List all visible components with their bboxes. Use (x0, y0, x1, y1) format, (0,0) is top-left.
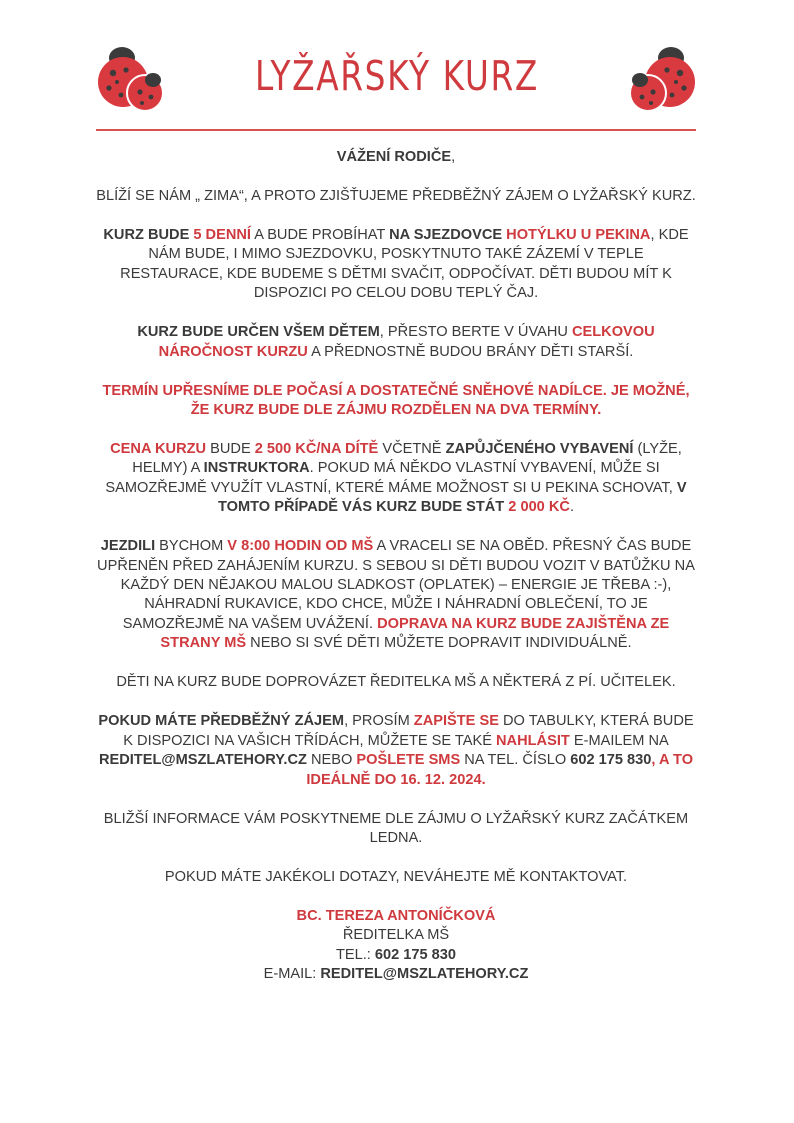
phone-number[interactable]: 602 175 830 (570, 752, 652, 769)
paragraph-supervision: DĚTI NA KURZ BUDE DOPROVÁZET ŘEDITELKA MŠ A NĚKTERÁ Z PÍ. UČITELEK. (116, 674, 676, 691)
paragraph-intro: BLÍŽÍ SE NÁM „ ZIMA“, A PROTO ZJIŠŤUJEME PŘEDBĚŽNÝ ZÁJEM O LYŽAŘSKÝ KURZ. (96, 188, 696, 204)
header-divider (96, 129, 696, 131)
email-link[interactable]: REDITEL@MSZLATEHORY.CZ (98, 752, 307, 769)
letter-header (0, 0, 794, 135)
paragraph-price: CENA KURZU BUDE 2 500 KČ/NA DÍTĚ VČETNĚ ZAPŮJČENÉHO VYBAVENÍ (LYŽE, HELMY) A INSTRUKTORA. POKUD MÁ NĚKDO VLASTNÍ VYBAVENÍ, MŮŽE SI SAMOZŘEJMĚ VYUŽÍT VLASTNÍ, KTERÉ MÁME MOŽNOST SI U PEKINA SCHOVAT, V TOMTO PŘÍPADĚ VÁS KURZ BUDE STÁT 2 000 KČ. (105, 441, 687, 516)
paragraph-target: KURZ BUDE URČEN VŠEM DĚTEM, PŘESTO BERTE V ÚVAHU CELKOVOU NÁROČNOST KURZU A PŘEDNOSTNĚ BUDOU BRÁNY DĚTI STARŠÍ. (137, 324, 655, 360)
letter-body (96, 148, 696, 985)
ladybug-icon (628, 40, 698, 112)
page-title: LYŽAŘSKÝ KURZ (255, 52, 539, 100)
signature: BC. TEREZA ANTONÍČKOVÁ ŘEDITELKA MŠ TEL.: 602 175 830 E-MAIL: REDITEL@MSZLATEHORY.CZ (263, 907, 529, 983)
paragraph-registration: POKUD MÁTE PŘEDBĚŽNÝ ZÁJEM, PROSÍM ZAPIŠTE SE DO TABULKY, KTERÁ BUDE K DISPOZICI NA VAŠICH TŘÍDÁCH, MŮŽETE SE TAKÉ NAHLÁSIT E-MAILEM NA REDITEL@MSZLATEHORY.CZ NEBO POŠLETE SMS NA TEL. ČÍSLO 602 175 830, A TO IDEÁLNĚ DO 16. 12. 2024. (98, 713, 694, 788)
signature-phone[interactable]: 602 175 830 (374, 946, 457, 963)
signature-email[interactable]: REDITEL@MSZLATEHORY.CZ (320, 966, 529, 983)
paragraph-date-notice: TERMÍN UPŘESNÍME DLE POČASÍ A DOSTATEČNÉ SNĚHOVÉ NADÍLCE. JE MOŽNÉ, ŽE KURZ BUDE DLE ZÁJMU ROZDĚLEN NA DVA TERMÍNY. (102, 382, 690, 419)
greeting: VÁŽENÍ RODIČE, (336, 149, 456, 165)
paragraph-more-info: BLIŽŠÍ INFORMACE VÁM POSKYTNEME DLE ZÁJMU O LYŽAŘSKÝ KURZ ZAČÁTKEM LEDNA. (103, 810, 689, 846)
paragraph-contact: POKUD MÁTE JAKÉKOLI DOTAZY, NEVÁHEJTE MĚ KONTAKTOVAT. (164, 868, 628, 885)
signature-role: ŘEDITELKA MŠ (342, 927, 450, 944)
signature-name: BC. TEREZA ANTONÍČKOVÁ (296, 907, 496, 924)
paragraph-transport: JEZDILI BYCHOM V 8:00 HODIN OD MŠ A VRACELI SE NA OBĚD. PŘESNÝ ČAS BUDE UPŘENĚN PŘED ZAHÁJENÍM KURZU. S SEBOU SI DĚTI BUDOU VOZIT V BATŮŽKU NA KAŽDÝ DEN NĚJAKOU MALOU SLADKOST (OPLATEK) – ENERGIE JE TŘEBA :-), NÁHRADNÍ RUKAVICE, KDO CHCE, MŮŽE I NÁHRADNÍ OBLEČENÍ, TO JE SAMOZŘEJMĚ NA VAŠEM UVÁŽENÍ. DOPRAVA NA KURZ BUDE ZAJIŠTĚNA ZE STRANY MŠ NEBO SI SVÉ DĚTI MŮŽETE DOPRAVIT INDIVIDUÁLNĚ. (97, 538, 695, 652)
paragraph-course-info: KURZ BUDE 5 DENNÍ A BUDE PROBÍHAT NA SJEZDOVCE HOTÝLKU U PEKINA, KDE NÁM BUDE, I MIMO SJEZDOVKU, POSKYTNUTO TAKÉ ZÁZEMÍ V TEPLE RESTAURACE, KDE BUDEME S DĚTMI SVAČIT, ODPOČÍVAT. DĚTI BUDOU MÍT K DISPOZICI PO CELOU DOBU TEPLÝ ČAJ. (103, 227, 689, 302)
